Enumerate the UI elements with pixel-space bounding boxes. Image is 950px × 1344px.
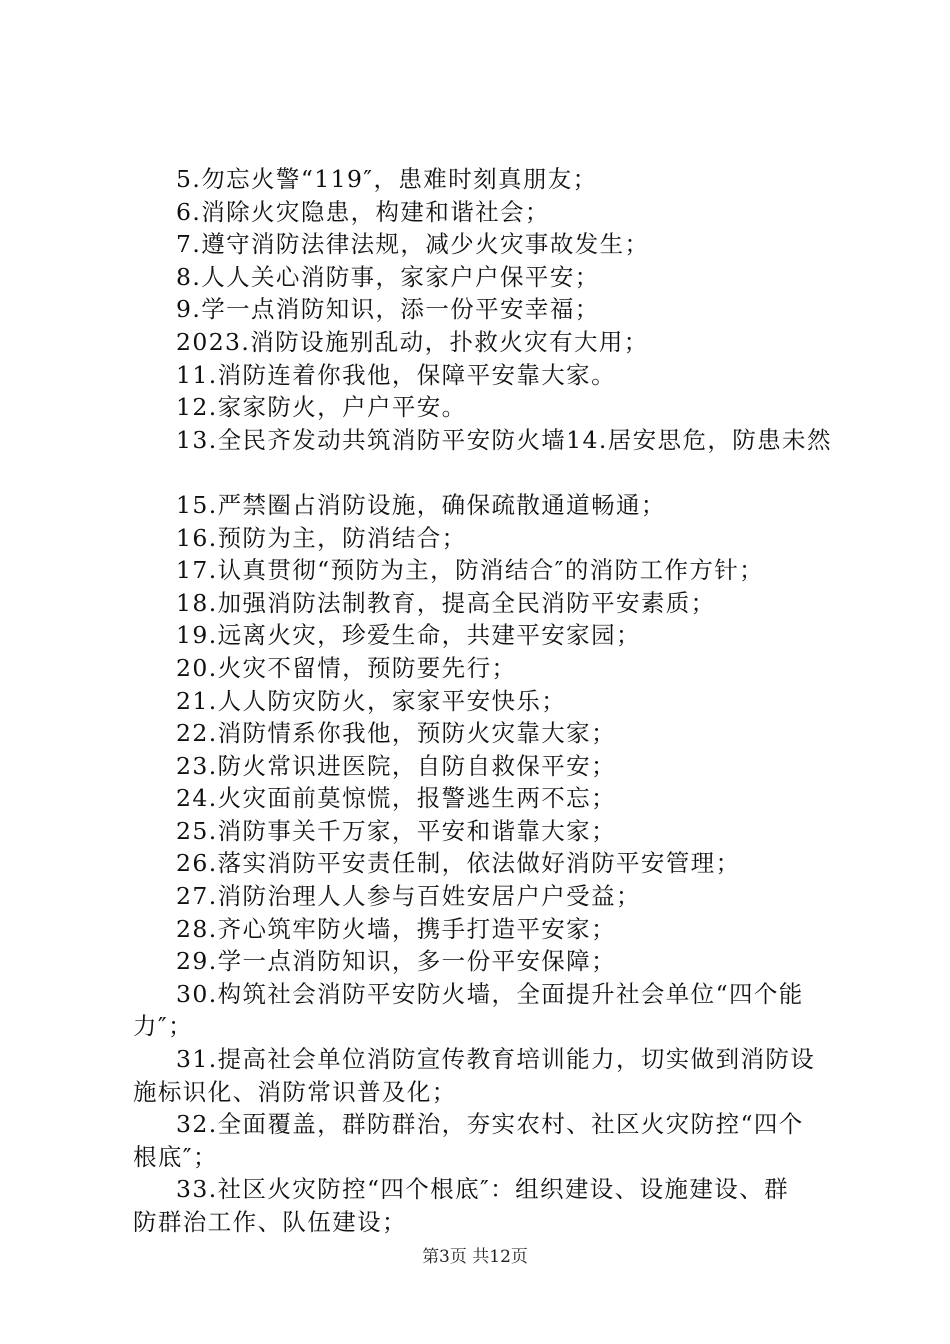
slogan-line: 15.严禁圈占消防设施，确保疏散通道畅通；	[176, 490, 666, 519]
slogan-line: 23.防火常识进医院，自防自救保平安；	[176, 751, 616, 780]
slogan-line: 21.人人防灾防火，家家平安快乐；	[176, 686, 567, 715]
slogan-line: 9.学一点消防知识，添一份平安幸福；	[176, 295, 600, 324]
slogan-line: 17.认真贯彻“预防为主，防消结合″的消防工作方针；	[176, 556, 765, 585]
paragraph-continuation: 根底″；	[133, 1142, 218, 1171]
slogan-line: 6.消除火灾隐患，构建和谐社会；	[176, 197, 550, 226]
slogan-line: 24.火灾面前莫惊慌，报警逃生两不忘；	[176, 784, 616, 813]
paragraph-continuation: 防群治工作、队伍建设；	[133, 1208, 407, 1236]
slogan-paragraph	[133, 1173, 833, 1238]
slogan-line: 28.齐心筑牢防火墙，携手打造平安家；	[176, 914, 616, 943]
slogan-paragraph	[133, 1043, 833, 1108]
paragraph-first-line: 30.构筑社会消防平安防火墙，全面提升社会单位“四个能	[176, 979, 804, 1008]
slogan-paragraph	[133, 978, 833, 1043]
slogan-line: 22.消防情系你我他，预防火灾靠大家；	[176, 719, 616, 748]
page-number-footer: 第3页 共12页	[422, 1247, 528, 1267]
slogan-paragraph	[133, 1108, 833, 1173]
slogan-line: 26.落实消防平安责任制，依法做好消防平安管理；	[176, 849, 741, 878]
slogan-line: 12.家家防火，户户平安。	[176, 393, 467, 422]
slogan-line: 20.火灾不留情，预防要先行；	[176, 653, 517, 682]
slogan-line: 19.远离火灾，珍爱生命，共建平安家园；	[176, 621, 641, 650]
slogan-line: 7.遵守消防法律法规，减少火灾事故发生；	[176, 230, 650, 259]
slogan-line: 25.消防事关千万家，平安和谐靠大家；	[176, 816, 616, 845]
slogan-line: 11.消防连着你我他，保障平安靠大家。	[176, 360, 616, 389]
slogan-line: 13.全民齐发动共筑消防平安防火墙14.居安思危，防患未然	[176, 425, 832, 454]
slogan-line: 16.预防为主，防消结合；	[176, 523, 467, 552]
paragraph-first-line: 32.全面覆盖，群防群治，夯实农村、社区火灾防控“四个	[176, 1110, 804, 1139]
slogan-line: 8.人人关心消防事，家家户户保平安；	[176, 262, 600, 291]
paragraph-first-line: 33.社区火灾防控“四个根底″：组织建设、设施建设、群	[176, 1175, 789, 1204]
paragraph-first-line: 31.提高社会单位消防宣传教育培训能力，切实做到消防设	[176, 1045, 816, 1074]
slogan-line: 2023.消防设施别乱动，扑救火灾有大用；	[176, 327, 649, 356]
slogan-line: 29.学一点消防知识，多一份平安保障；	[176, 947, 616, 976]
slogan-line: 18.加强消防法制教育，提高全民消防平安素质；	[176, 588, 716, 617]
document-body	[133, 163, 833, 1239]
paragraph-continuation: 施标识化、消防常识普及化；	[133, 1077, 457, 1106]
slogan-line: 5.勿忘火警“119″，患难时刻真朋友；	[176, 165, 598, 193]
slogan-line: 27.消防治理人人参与百姓安居户户受益；	[176, 882, 641, 911]
paragraph-continuation: 力″；	[133, 1012, 193, 1041]
